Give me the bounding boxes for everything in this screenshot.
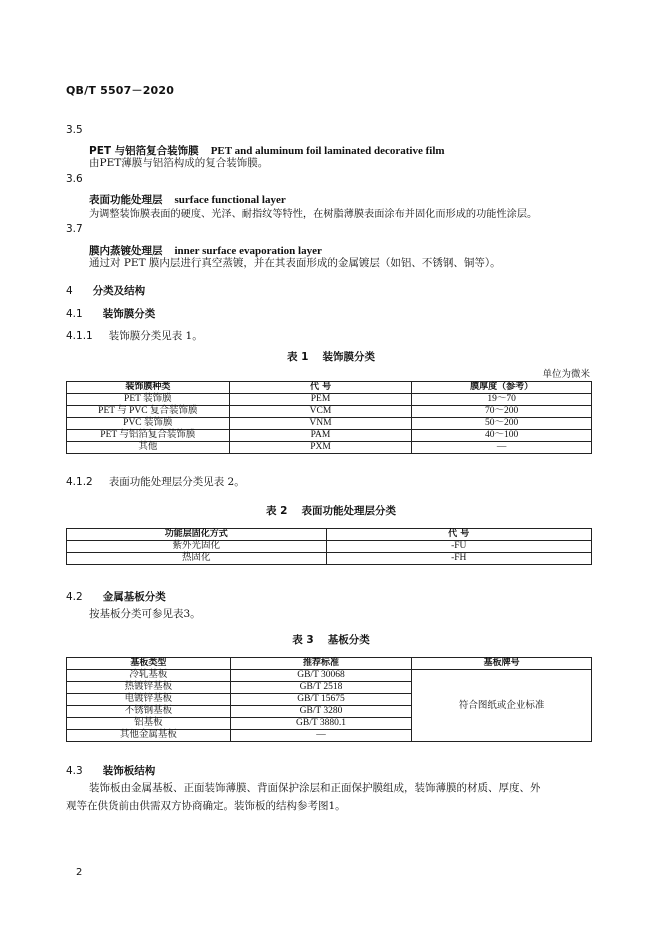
clause-number: 4.1.1 — [66, 330, 93, 342]
table-2-caption — [0, 503, 662, 518]
table-cell: 19～70 — [412, 394, 592, 406]
caption-title: 表面功能处理层分类 — [301, 505, 396, 517]
table-cell: -FH — [326, 553, 592, 565]
table-row — [67, 553, 592, 565]
term-en: PET and aluminum foil laminated decorative film — [210, 145, 445, 157]
term-number: 3.6 — [66, 173, 83, 185]
table-row — [67, 442, 592, 454]
column-header: 基板牌号 — [412, 658, 592, 670]
table-cell: 紫外光固化 — [67, 541, 327, 553]
subsection-heading — [66, 306, 155, 321]
column-header: 膜厚度（参考） — [412, 382, 592, 394]
clause-4-1-2 — [66, 474, 245, 489]
section-number: 4.3 — [66, 765, 83, 777]
table-cell: 其他 — [67, 442, 230, 454]
table-cell: GB/T 15675 — [230, 694, 412, 706]
caption-number: 表 3 — [292, 634, 314, 646]
caption-title: 基板分类 — [327, 634, 370, 646]
table-cell: 电镀锌基板 — [67, 694, 231, 706]
table-cell: 热固化 — [67, 553, 327, 565]
clause-number: 4.1.2 — [66, 476, 93, 488]
term-en: inner surface evaporation layer — [174, 245, 322, 257]
clause-text: 装饰膜分类见表 1。 — [108, 330, 203, 342]
table-cell: 铝基板 — [67, 718, 231, 730]
table-cell: 不锈钢基板 — [67, 706, 231, 718]
term-definition: 通过对 PET 膜内层进行真空蒸镀，并在其表面形成的金属镀层（如铝、不锈钢、铜等）。 — [89, 257, 501, 269]
table-cell-merged: 符合图纸或企业标准 — [412, 670, 592, 742]
term-zh: 表面功能处理层 — [89, 194, 163, 206]
column-header: 代 号 — [326, 529, 592, 541]
paragraph-line: 观等在供货前由供需双方协商确定。装饰板的结构参考图1。 — [66, 800, 346, 812]
table-row — [67, 394, 592, 406]
table-cell: GB/T 30068 — [230, 670, 412, 682]
table-1 — [66, 381, 592, 454]
section-heading — [66, 283, 145, 298]
clause-text: 表面功能处理层分类见表 2。 — [108, 476, 245, 488]
caption-number: 表 2 — [266, 505, 288, 517]
table-row — [67, 541, 592, 553]
term-en: surface functional layer — [174, 194, 286, 206]
term-zh: 膜内蒸镀处理层 — [89, 245, 163, 257]
table-row — [67, 406, 592, 418]
clause-4-1-1 — [66, 328, 203, 343]
table-cell: — — [412, 442, 592, 454]
table-cell: — — [230, 730, 412, 742]
section-title: 金属基板分类 — [102, 591, 166, 603]
paragraph-line: 装饰板由金属基板、正面装饰薄膜、背面保护涂层和正面保护膜组成，装饰薄膜的材质、厚度、外 — [89, 782, 541, 794]
table-1-caption — [0, 349, 662, 364]
table-cell: PEM — [229, 394, 412, 406]
table-cell: 热镀锌基板 — [67, 682, 231, 694]
table-cell: 冷轧基板 — [67, 670, 231, 682]
table-cell: 70～200 — [412, 406, 592, 418]
clause-text: 按基板分类可参见表3。 — [89, 608, 201, 620]
term-definition: 由PET薄膜与铝箔构成的复合装饰膜。 — [89, 157, 269, 169]
table-3 — [66, 657, 592, 742]
table-cell: PAM — [229, 430, 412, 442]
section-title: 装饰板结构 — [102, 765, 156, 777]
unit-note: 单位为微米 — [542, 369, 590, 380]
table-cell: PXM — [229, 442, 412, 454]
table-cell: VNM — [229, 418, 412, 430]
table-3-caption — [0, 632, 662, 647]
section-number: 4.2 — [66, 591, 83, 603]
table-cell: GB/T 3280 — [230, 706, 412, 718]
table-cell: GB/T 2518 — [230, 682, 412, 694]
section-title: 装饰膜分类 — [102, 308, 156, 320]
table-2 — [66, 528, 592, 565]
table-cell: -FU — [326, 541, 592, 553]
document-code: QB/T 5507－2020 — [66, 84, 175, 97]
page-number: 2 — [76, 867, 83, 878]
caption-number: 表 1 — [287, 351, 309, 363]
caption-title: 装饰膜分类 — [322, 351, 375, 363]
section-number: 4.1 — [66, 308, 83, 320]
subsection-heading — [66, 763, 155, 778]
column-header: 装饰膜种类 — [67, 382, 230, 394]
term-zh: PET 与铝箔复合装饰膜 — [89, 145, 199, 157]
subsection-heading — [66, 589, 166, 604]
column-header: 推荐标准 — [230, 658, 412, 670]
table-cell: 40～100 — [412, 430, 592, 442]
column-header: 代 号 — [229, 382, 412, 394]
table-header-row — [67, 529, 592, 541]
table-cell: 其他金属基板 — [67, 730, 231, 742]
column-header: 基板类型 — [67, 658, 231, 670]
section-number: 4 — [66, 285, 73, 297]
section-title: 分类及结构 — [92, 285, 146, 297]
table-cell: GB/T 3880.1 — [230, 718, 412, 730]
table-row — [67, 430, 592, 442]
table-row — [67, 418, 592, 430]
table-cell: PVC 装饰膜 — [67, 418, 230, 430]
term-definition: 为调整装饰膜表面的硬度、光泽、耐指纹等特性，在树脂薄膜表面涂布并固化而形成的功能性涂层。 — [89, 209, 538, 220]
table-row — [67, 670, 592, 682]
table-cell: PET 装饰膜 — [67, 394, 230, 406]
table-cell: PET 与铝箔复合装饰膜 — [67, 430, 230, 442]
column-header: 功能层固化方式 — [67, 529, 327, 541]
term-number: 3.7 — [66, 223, 83, 235]
table-cell: VCM — [229, 406, 412, 418]
table-header-row — [67, 658, 592, 670]
table-header-row — [67, 382, 592, 394]
term-number: 3.5 — [66, 124, 83, 136]
table-cell: 50～200 — [412, 418, 592, 430]
table-cell: PET 与 PVC 复合装饰膜 — [67, 406, 230, 418]
